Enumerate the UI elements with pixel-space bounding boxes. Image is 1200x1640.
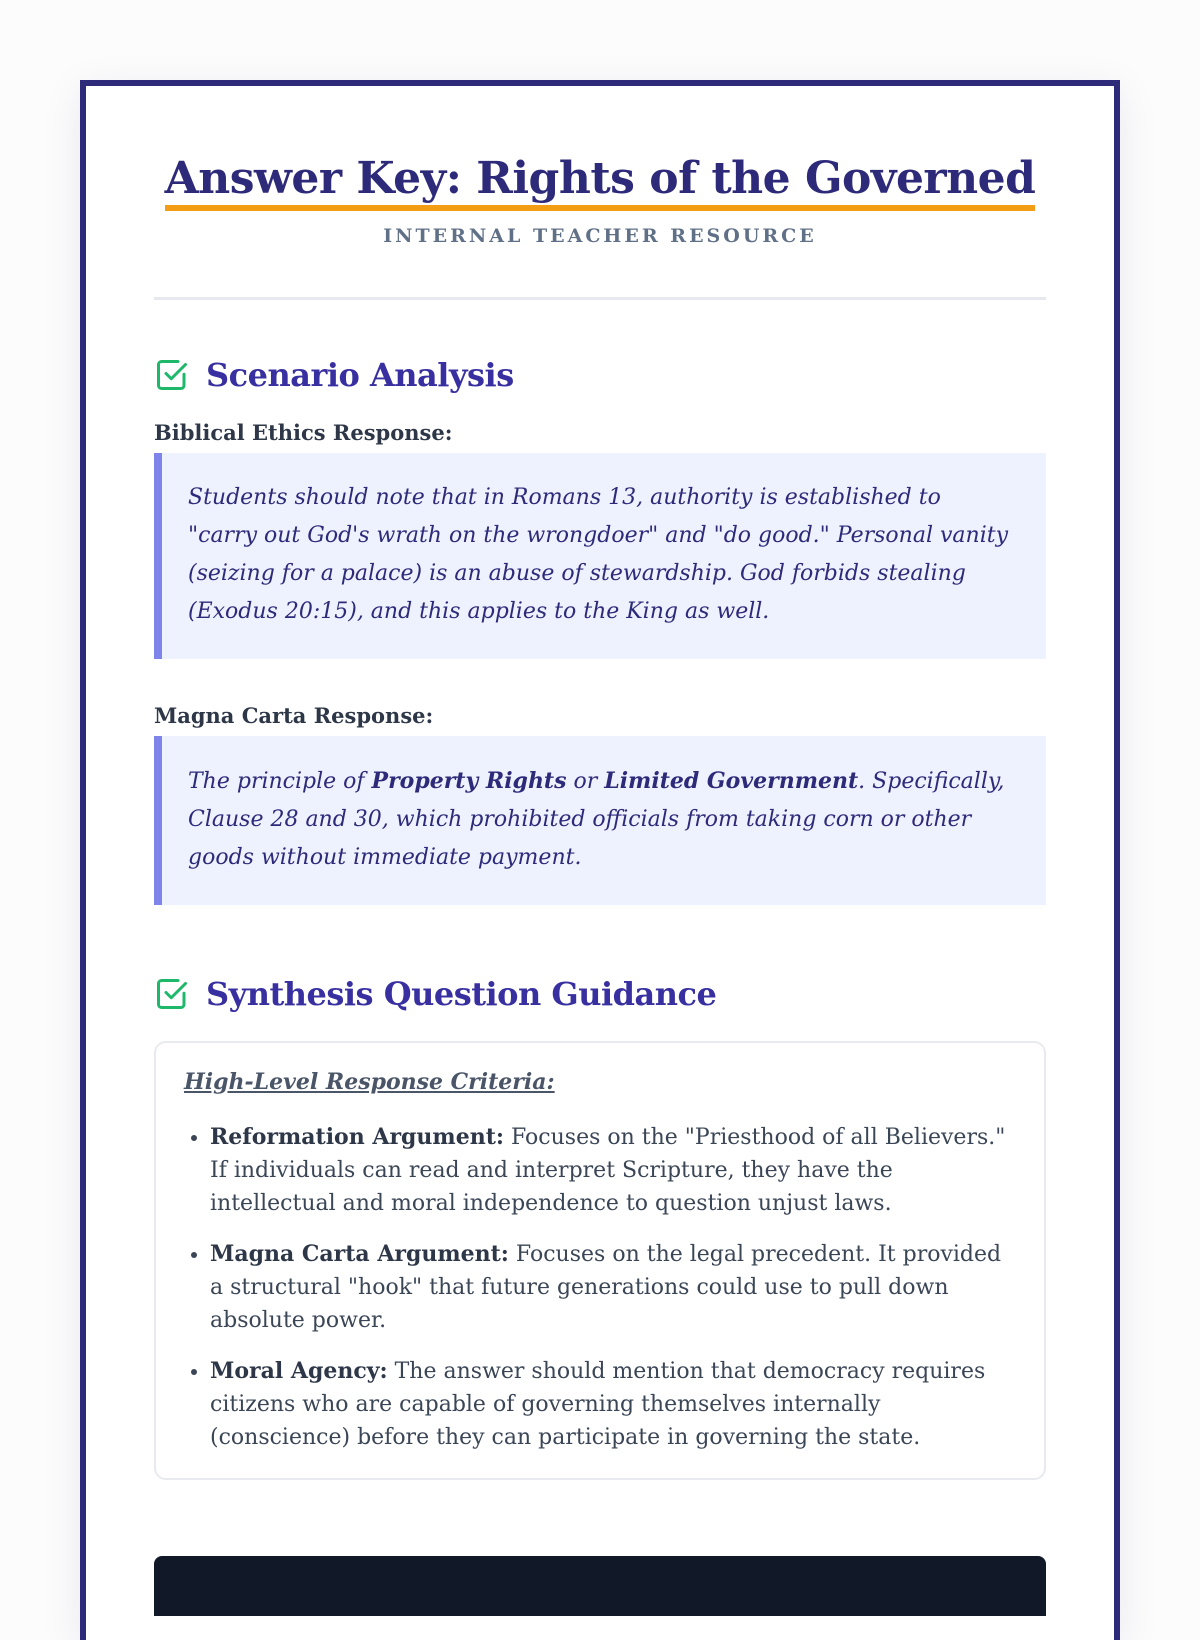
checkbox-check-icon [154, 976, 190, 1012]
criteria-item-text: Focuses on the "Priesthood of all Believers." If individuals can read and interpret Scripture, they have the intellectual and moral independence to question unjust laws. [210, 1124, 1006, 1216]
criteria-item-label: Reformation Argument: [210, 1123, 504, 1150]
scenario-section-header [154, 356, 1046, 394]
magna-text-3: . Specifically, Clause 28 and 30, which prohibited officials from taking corn or other goods without immediate payment. [188, 768, 1005, 870]
answer-key-page [80, 80, 1120, 1640]
synthesis-section-header [154, 975, 1046, 1013]
criteria-item-text: The answer should mention that democracy requires citizens who are capable of governing themselves internally (conscience) before they can participate in governing the state. [210, 1358, 986, 1450]
checkbox-check-icon [154, 357, 190, 393]
biblical-response-text: Students should note that in Romans 13, authority is established to "carry out God's wrath on the wrongdoer" and "do good." Personal vanity (seizing for a palace) is an abuse of stewardship. God forbids stealing (Exodus 20:15), and this applies to the King as well. [188, 484, 1008, 624]
page-subtitle: INTERNAL TEACHER RESOURCE [383, 224, 817, 247]
magna-text-1: The principle of [188, 768, 372, 794]
biblical-response-label: Biblical Ethics Response: [154, 419, 453, 445]
title-block [154, 154, 1046, 247]
list-item [210, 1355, 1016, 1454]
criteria-item-label: Moral Agency: [210, 1357, 388, 1384]
criteria-item-text: Focuses on the legal precedent. It provided a structural "hook" that future generations could use to pull down absolute power. [210, 1241, 1002, 1333]
criteria-box [154, 1041, 1046, 1480]
scenario-section-title: Scenario Analysis [206, 355, 514, 394]
property-rights-term: Property Rights [371, 767, 567, 794]
limited-government-term: Limited Government [604, 767, 859, 794]
criteria-list [184, 1121, 1016, 1454]
footer-bar [154, 1556, 1046, 1616]
magna-carta-response-label: Magna Carta Response: [154, 702, 434, 728]
criteria-item-label: Magna Carta Argument: [210, 1240, 509, 1267]
magna-carta-response-callout [154, 736, 1046, 905]
list-item [210, 1121, 1016, 1220]
list-item [210, 1238, 1016, 1337]
criteria-heading: High-Level Response Criteria: [184, 1068, 555, 1095]
header-divider [154, 297, 1046, 300]
magna-text-2: or [566, 768, 605, 794]
synthesis-section-title: Synthesis Question Guidance [206, 974, 717, 1013]
page-title: Answer Key: Rights of the Governed [165, 154, 1036, 211]
biblical-response-callout [154, 453, 1046, 659]
